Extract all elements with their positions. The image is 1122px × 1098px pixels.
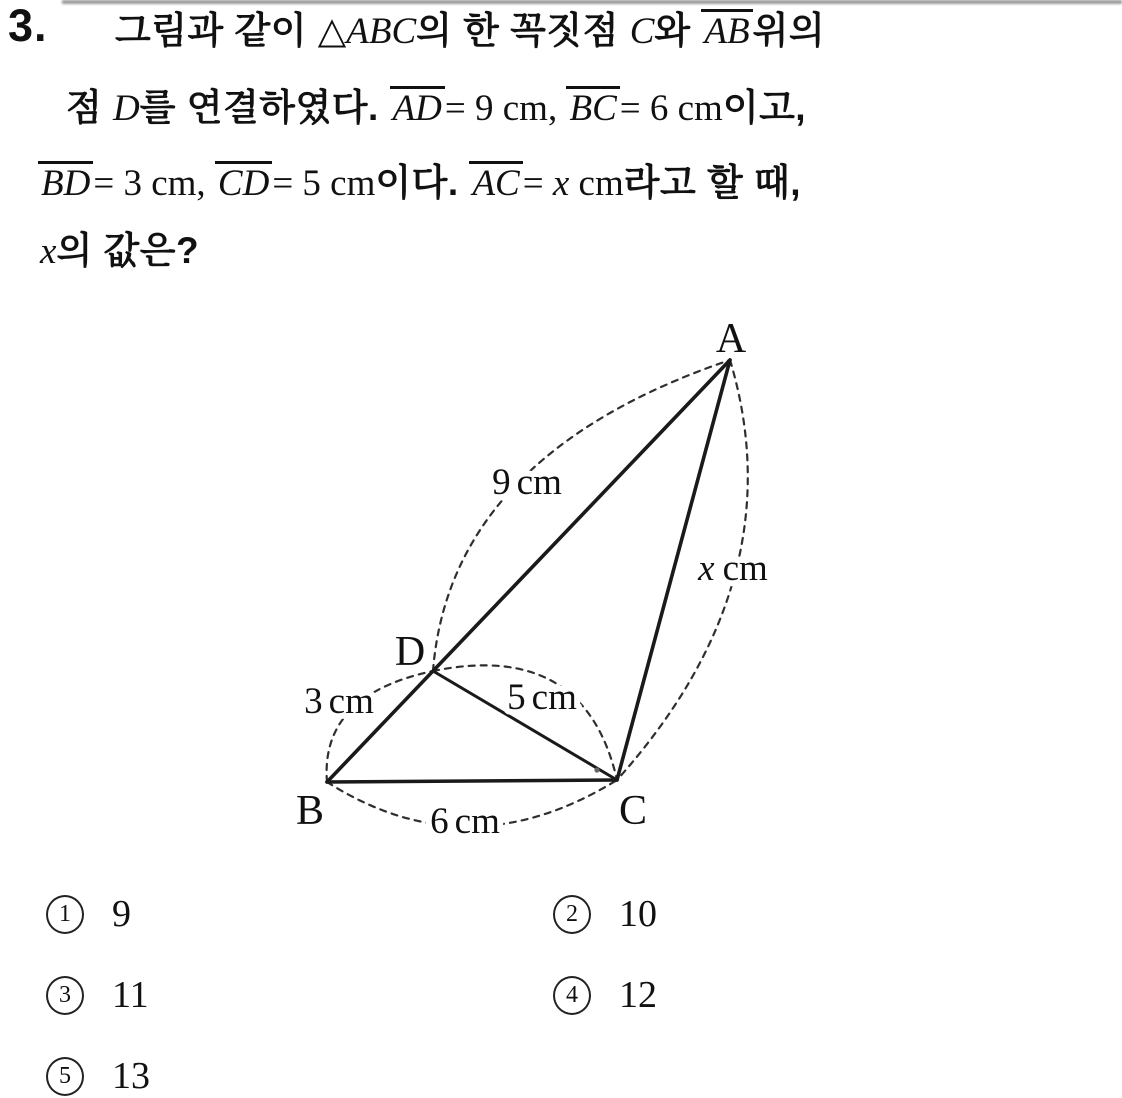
text-segment-ol: AD (390, 86, 445, 129)
text-segment-kr: 이다. (375, 162, 470, 203)
option-3-number: 3 (59, 981, 71, 1008)
answer-option-3 (46, 973, 149, 1017)
vertex-label-d: D (394, 629, 426, 675)
text-segment-kr: 의 값은? (56, 230, 200, 271)
text-segment-rm: △ (317, 11, 347, 52)
label-bc-6cm (430, 801, 500, 842)
option-1-number: 1 (59, 900, 71, 927)
text-segment-ol: AB (701, 9, 752, 52)
text-segment-rm: = 5 cm (272, 163, 376, 204)
label-bc-value: 6 (430, 801, 449, 842)
label-ad-unit: cm (516, 462, 562, 503)
text-segment-ol: BD (38, 161, 93, 204)
label-ac-unit: cm (722, 548, 768, 589)
problem-line-3 (38, 160, 801, 207)
problem-line-1 (115, 8, 825, 55)
answer-option-4 (553, 973, 657, 1017)
segment-ba (327, 360, 730, 782)
page-top-crop-artifact (62, 0, 1122, 4)
text-segment-rm: = 3 cm, (93, 163, 215, 204)
text-segment-kr: 점 (66, 87, 114, 128)
vertex-label-a: A (715, 316, 747, 362)
triangle-figure (270, 310, 830, 855)
text-segment-ol: BC (566, 86, 619, 129)
label-ac-value: x (698, 548, 715, 589)
text-segment-kr: 그림과 같이 (115, 10, 318, 51)
text-segment-it: x (40, 231, 57, 272)
text-segment-kr: 라고 할 때, (623, 162, 802, 203)
text-segment-it: ABC (346, 11, 417, 52)
label-bc-unit: cm (454, 801, 500, 842)
text-segment-ol: CD (215, 161, 272, 204)
option-2-number: 2 (566, 900, 578, 927)
vertex-label-c: C (618, 788, 648, 834)
angle-mark-at-c (594, 767, 599, 772)
text-segment-it: D (113, 88, 140, 129)
label-ac-xcm (697, 548, 768, 589)
option-2-circle (553, 895, 591, 934)
option-3-circle (46, 976, 84, 1015)
label-ad-value: 9 (492, 462, 511, 503)
segment-bc (327, 780, 617, 782)
answer-option-5 (46, 1054, 150, 1098)
option-4-value: 12 (619, 974, 657, 1016)
vertex-label-b: B (295, 788, 325, 834)
label-cd-unit: cm (531, 677, 577, 718)
problem-line-4 (40, 228, 199, 275)
text-segment-kr: 를 연결하였다. (139, 87, 390, 128)
option-2-value: 10 (619, 893, 657, 935)
text-segment-it: C (629, 11, 655, 52)
text-segment-rm: cm (569, 163, 624, 204)
answer-option-2 (553, 892, 657, 936)
label-ad-9cm (492, 462, 562, 503)
answer-option-1 (46, 892, 131, 936)
label-bd-value: 3 (304, 681, 323, 722)
text-segment-kr: 위의 (752, 10, 826, 51)
option-5-number: 5 (59, 1062, 71, 1089)
text-segment-kr: 와 (654, 10, 702, 51)
option-5-value: 13 (112, 1055, 150, 1097)
option-5-circle (46, 1057, 84, 1096)
text-segment-rm: = 9 cm, (444, 88, 567, 129)
option-1-value: 9 (112, 893, 131, 935)
option-1-circle (46, 895, 84, 934)
text-segment-it: x (552, 163, 570, 204)
question-number: 3. (8, 0, 48, 51)
label-cd-5cm (507, 677, 577, 718)
label-cd-value: 5 (507, 677, 526, 718)
text-segment-rm: = (522, 163, 553, 204)
text-segment-kr: 이고, (722, 87, 807, 128)
label-bd-unit: cm (328, 681, 374, 722)
label-bd-3cm (304, 681, 374, 722)
text-segment-rm: = 6 cm (619, 88, 723, 129)
text-segment-kr: 의 한 꼭짓점 (416, 10, 630, 51)
option-4-number: 4 (566, 981, 578, 1008)
option-3-value: 11 (112, 974, 149, 1016)
problem-line-2 (66, 85, 806, 132)
option-4-circle (553, 976, 591, 1015)
text-segment-ol: AC (469, 161, 522, 204)
